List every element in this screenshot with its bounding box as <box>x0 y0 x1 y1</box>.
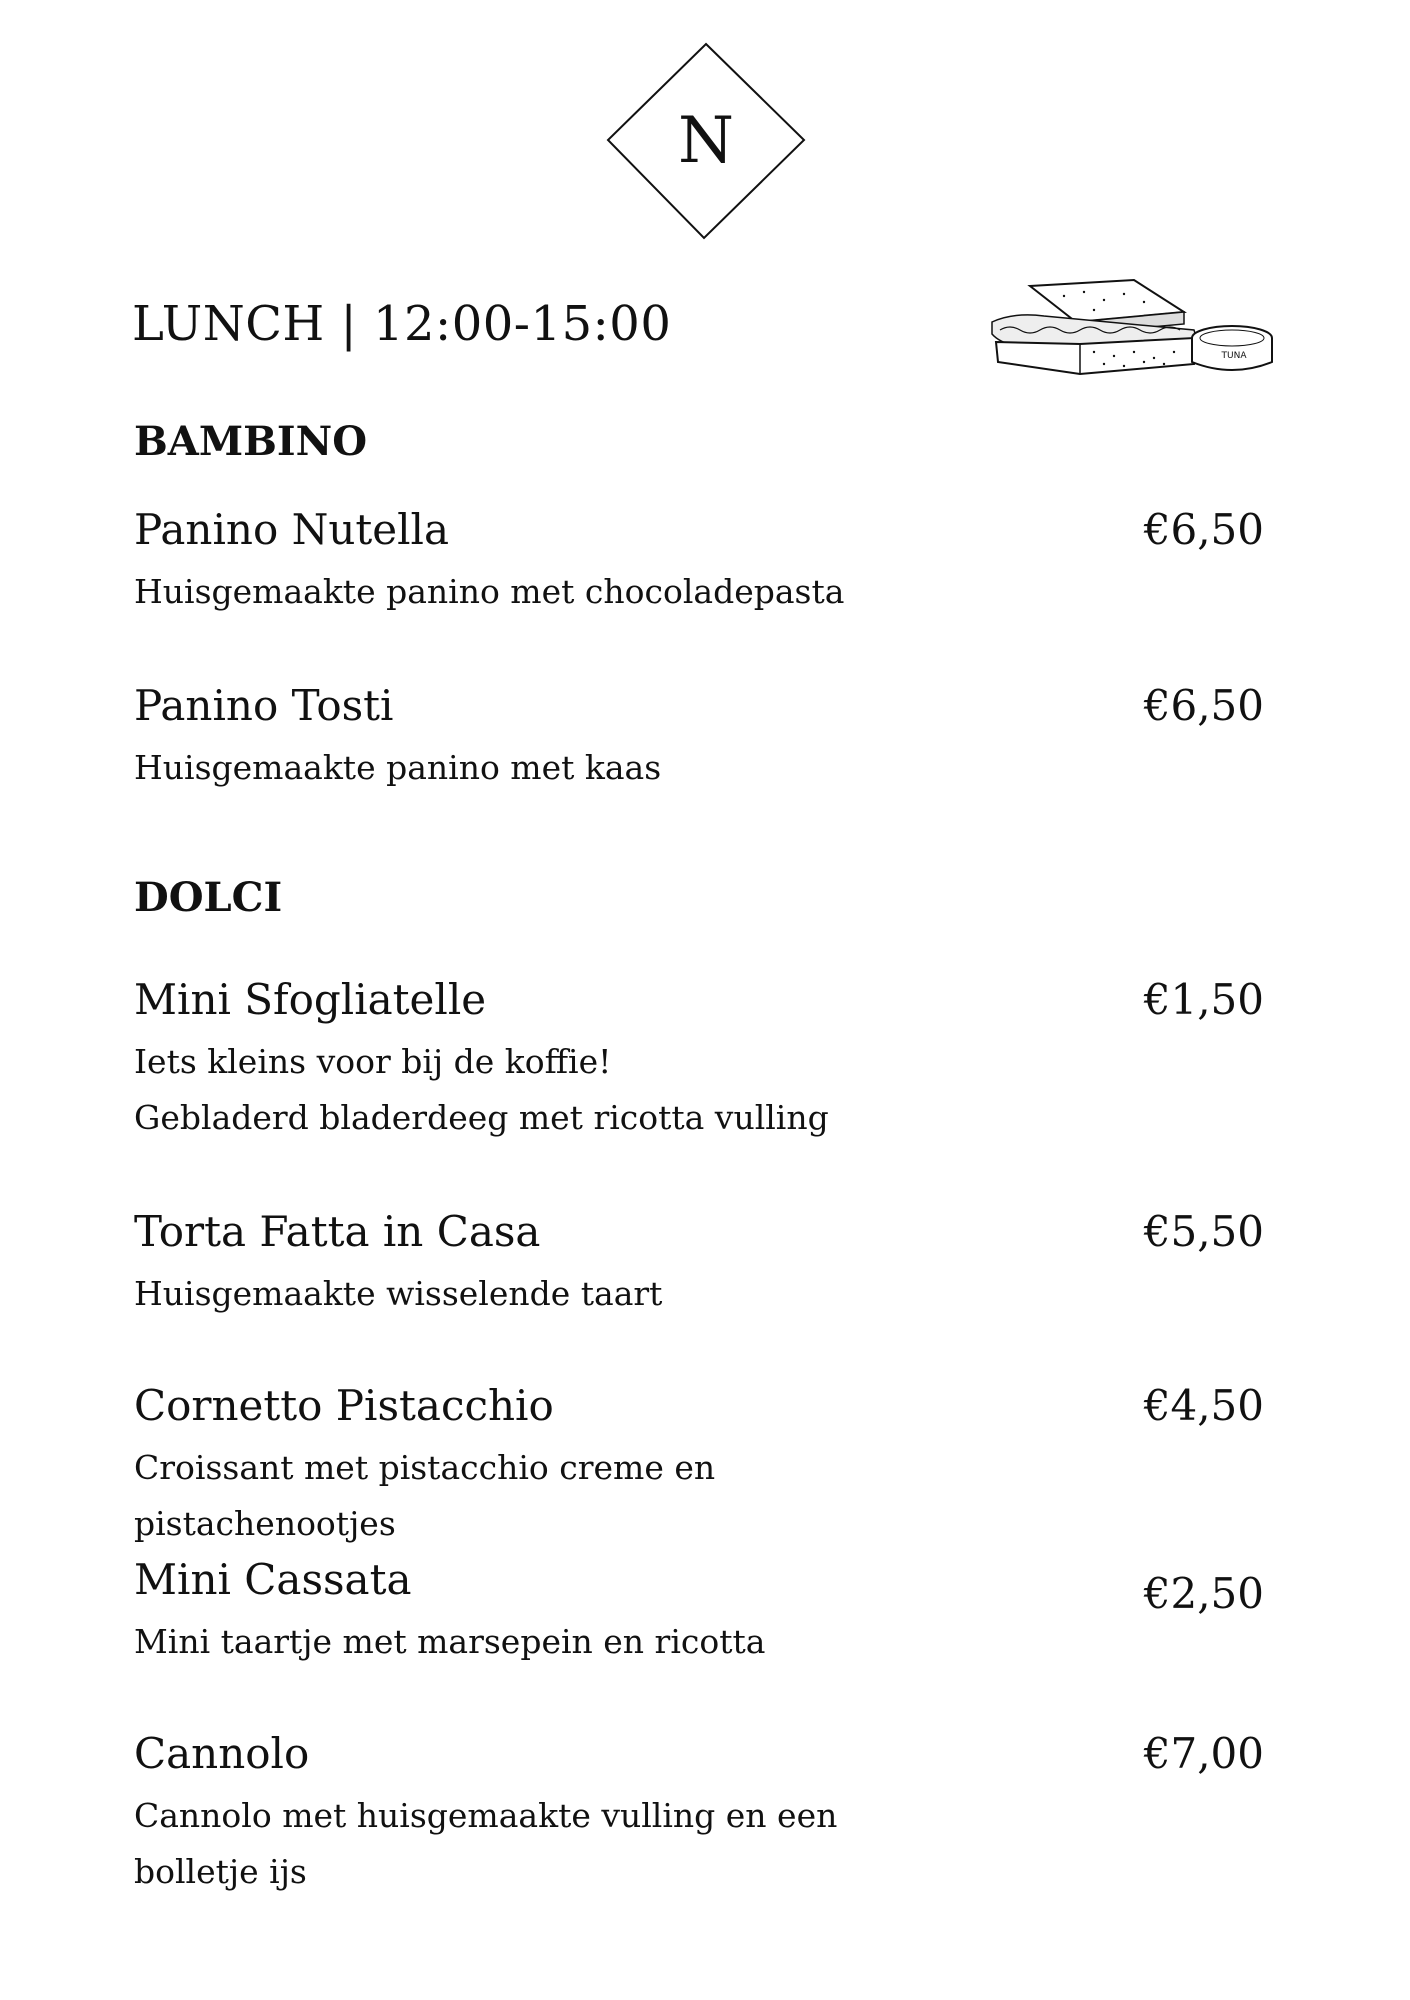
item-price: €6,50 <box>1143 681 1264 730</box>
sandwich-illustration-icon <box>984 272 1276 388</box>
item-description <box>134 1034 894 1146</box>
item-price: €7,00 <box>1143 1729 1264 1778</box>
menu-item-cannolo <box>134 1724 1264 1900</box>
item-description <box>134 1788 894 1900</box>
item-description-line: Iets kleins voor bij de koffie! <box>134 1042 612 1081</box>
restaurant-logo <box>604 40 808 244</box>
item-price: €1,50 <box>1143 975 1264 1024</box>
item-name: Mini Cassata <box>134 1555 412 1604</box>
item-price: €4,50 <box>1143 1381 1264 1430</box>
svg-text:TUNA: TUNA <box>1221 351 1247 361</box>
item-name: Mini Sfogliatelle <box>134 975 487 1024</box>
menu-item-mini-cassata <box>134 1550 1264 1670</box>
menu-item-torta-fatta-in-casa <box>134 1202 1264 1322</box>
item-description: Mini taartje met marsepein en ricotta <box>134 1622 766 1661</box>
menu-title: LUNCH | 12:00-15:00 <box>132 296 672 352</box>
item-description: Huisgemaakte wisselende taart <box>134 1274 663 1313</box>
item-description-line: Gebladerd bladerdeeg met ricotta vulling <box>134 1098 829 1137</box>
item-name: Cornetto Pistacchio <box>134 1381 554 1430</box>
menu-item-mini-sfogliatelle <box>134 970 1264 1146</box>
item-description-line: Cannolo met huisgemaakte vulling en een <box>134 1796 838 1835</box>
item-name: Panino Tosti <box>134 681 394 730</box>
menu-item-panino-tosti <box>134 676 1264 796</box>
menu-item-panino-nutella <box>134 500 1264 620</box>
section-title-bambino: BAMBINO <box>134 418 368 465</box>
item-price: €6,50 <box>1143 505 1264 554</box>
item-description: Huisgemaakte panino met kaas <box>134 748 662 787</box>
item-price: €2,50 <box>1143 1569 1264 1618</box>
item-description-line: bolletje ijs <box>134 1852 307 1891</box>
item-name: Torta Fatta in Casa <box>134 1207 541 1256</box>
section-title-dolci: DOLCI <box>134 874 283 921</box>
item-description: Croissant met pistacchio creme en pistachenootjes <box>134 1448 716 1543</box>
item-name: Cannolo <box>134 1729 310 1778</box>
item-price: €5,50 <box>1143 1207 1264 1256</box>
item-description: Huisgemaakte panino met chocoladepasta <box>134 572 845 611</box>
logo-letter: N <box>678 104 734 178</box>
item-name: Panino Nutella <box>134 505 450 554</box>
menu-item-cornetto-pistacchio <box>134 1376 1264 1552</box>
